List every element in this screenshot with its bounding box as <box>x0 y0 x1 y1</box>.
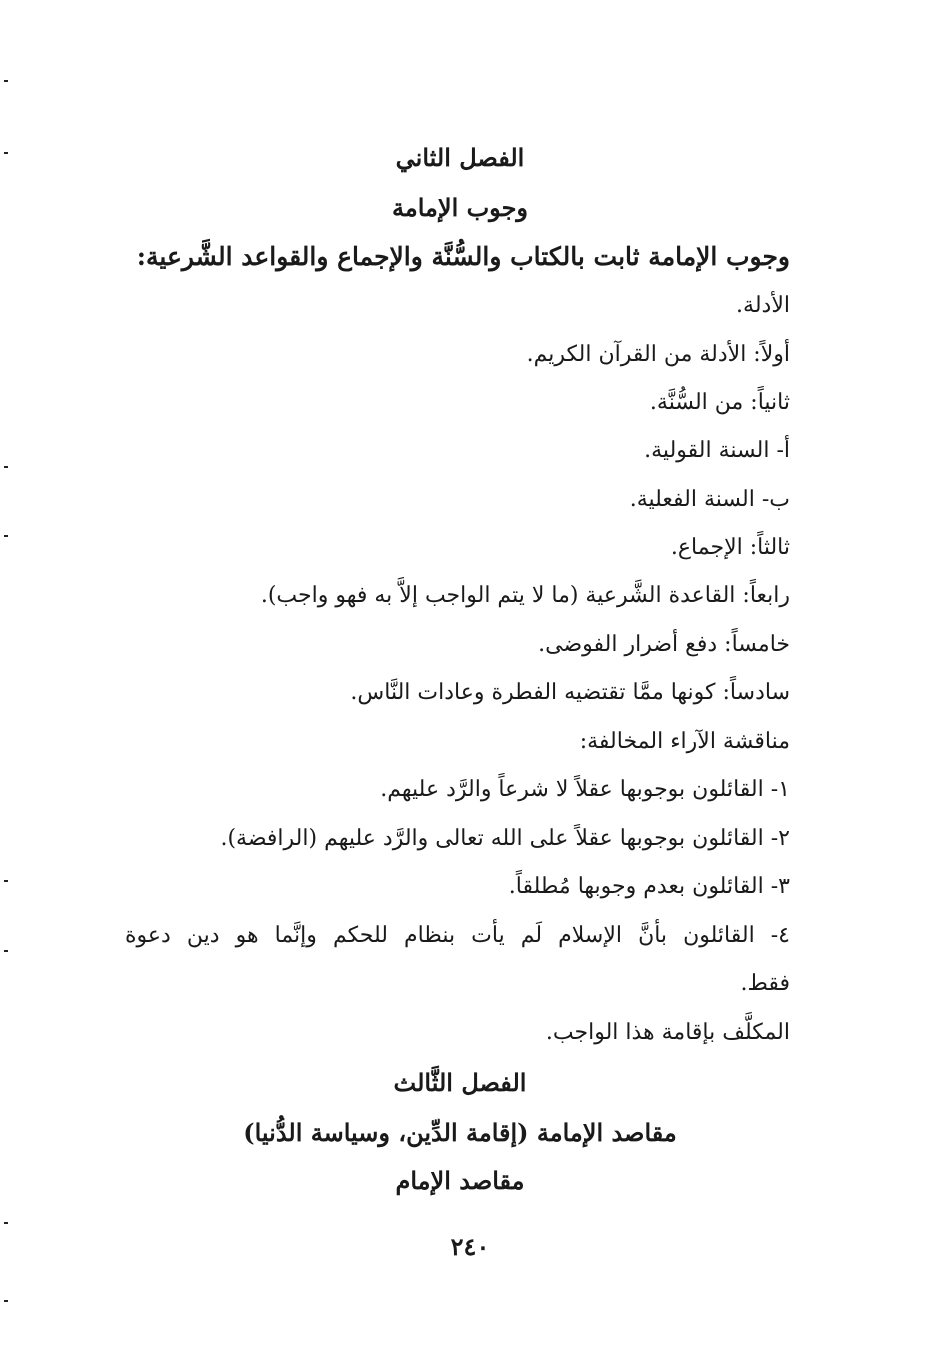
margin-mark <box>4 80 8 82</box>
evidence-item: سادساً: كونها ممَّا تقتضيه الفطرة وعادات النَّاس. <box>350 680 790 705</box>
chapter-subtitle: وجوب الإمامة <box>391 193 529 222</box>
chapter-three-title: الفصل الثَّالث <box>393 1068 527 1097</box>
obligated-party: المكلَّف بإقامة هذا الواجب. <box>545 1020 790 1045</box>
margin-mark <box>4 950 8 952</box>
page-number: ٢٤٠ <box>450 1232 490 1261</box>
opposing-view-item: ٢- القائلون بوجوبها عقلاً على الله تعالى والرَّد عليهم (الرافضة). <box>220 826 790 851</box>
evidence-item: أ- السنة القولية. <box>644 438 790 463</box>
evidence-item: ثالثاً: الإجماع. <box>670 535 790 560</box>
margin-mark <box>4 152 8 154</box>
chapter-three-subtitle: مقاصد الإمامة (إقامة الدِّين، وسياسة الدُّنيا) <box>243 1118 677 1147</box>
margin-mark <box>4 1300 8 1302</box>
evidence-item: أولاً: الأدلة من القرآن الكريم. <box>526 342 790 367</box>
opposing-view-item: ١- القائلون بوجوبها عقلاً لا شرعاً والرَّد عليهم. <box>380 777 790 802</box>
margin-mark <box>4 535 8 537</box>
chapter-title: الفصل الثاني <box>395 143 525 172</box>
margin-mark <box>4 466 8 468</box>
opposing-view-continuation: فقط. <box>740 971 790 996</box>
margin-mark <box>4 1222 8 1224</box>
evidence-item: ثانياً: من السُّنَّة. <box>649 390 790 415</box>
evidence-heading: الأدلة. <box>736 293 790 318</box>
evidence-item: رابعاً: القاعدة الشَّرعية (ما لا يتم الواجب إلاَّ به فهو واجب). <box>260 583 790 608</box>
opposing-view-item: ٣- القائلون بعدم وجوبها مُطلقاً. <box>508 874 790 899</box>
intro-statement: وجوب الإمامة ثابت بالكتاب والسُّنَّة والإجماع والقواعد الشَّرعية: <box>136 242 790 271</box>
evidence-item: ب- السنة الفعلية. <box>629 487 790 512</box>
chapter-three-section: مقاصد الإمام <box>395 1166 525 1195</box>
opposing-view-item: ٤- القائلون بأنَّ الإسلام لَم يأت بنظام للحكم وإنَّما هو دين دعوة <box>125 923 790 948</box>
evidence-item: خامساً: دفع أضرار الفوضى. <box>538 632 790 657</box>
opposing-views-heading: مناقشة الآراء المخالفة: <box>579 729 790 754</box>
margin-mark <box>4 880 8 882</box>
